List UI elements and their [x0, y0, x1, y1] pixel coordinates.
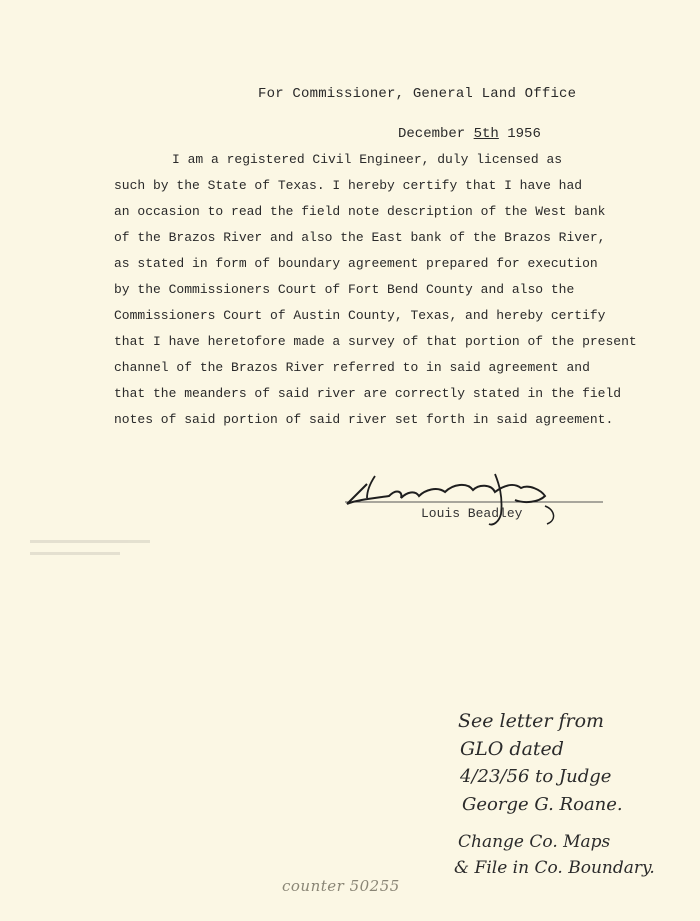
signature-block [345, 470, 605, 530]
date-month: December [398, 126, 474, 142]
handwritten-line: 4/23/56 to Judge [460, 766, 612, 787]
body-line: channel of the Brazos River referred to in said agreement and [114, 360, 590, 375]
handwritten-line: GLO dated [460, 738, 564, 760]
addressee-line: For Commissioner, General Land Office [258, 86, 577, 102]
body-line: by the Commissioners Court of Fort Bend County and also the [114, 282, 575, 297]
handwritten-annotation [452, 710, 692, 910]
body-line: such by the State of Texas. I hereby certify that I have had [114, 178, 583, 193]
body-line: that the meanders of said river are correctly stated in the field [114, 386, 622, 401]
handwritten-line: George G. Roane. [462, 794, 623, 815]
bleed-through-marks [30, 540, 170, 570]
letter-date [398, 126, 541, 142]
date-year: 1956 [507, 126, 541, 142]
handwritten-line: & File in Co. Boundary. [454, 858, 655, 878]
body-line: an occasion to read the field note description of the West bank [114, 204, 606, 219]
body-line: as stated in form of boundary agreement prepared for execution [114, 256, 598, 271]
date-day: 5th [473, 126, 499, 142]
body-line: that I have heretofore made a survey of that portion of the present [114, 334, 637, 349]
body-line: I am a registered Civil Engineer, duly licensed as [172, 152, 563, 167]
body-line: of the Brazos River and also the East bank of the Brazos River, [114, 230, 606, 245]
signatory-name: Louis Beadley [421, 506, 523, 521]
handwritten-line: See letter from [458, 710, 605, 732]
body-line: Commissioners Court of Austin County, Texas, and hereby certify [114, 308, 606, 323]
handwritten-line: Change Co. Maps [458, 832, 611, 852]
counter-number-note: counter 50255 [282, 877, 400, 895]
body-line: notes of said portion of said river set forth in said agreement. [114, 412, 614, 427]
handwritten-signature-icon [345, 470, 605, 530]
